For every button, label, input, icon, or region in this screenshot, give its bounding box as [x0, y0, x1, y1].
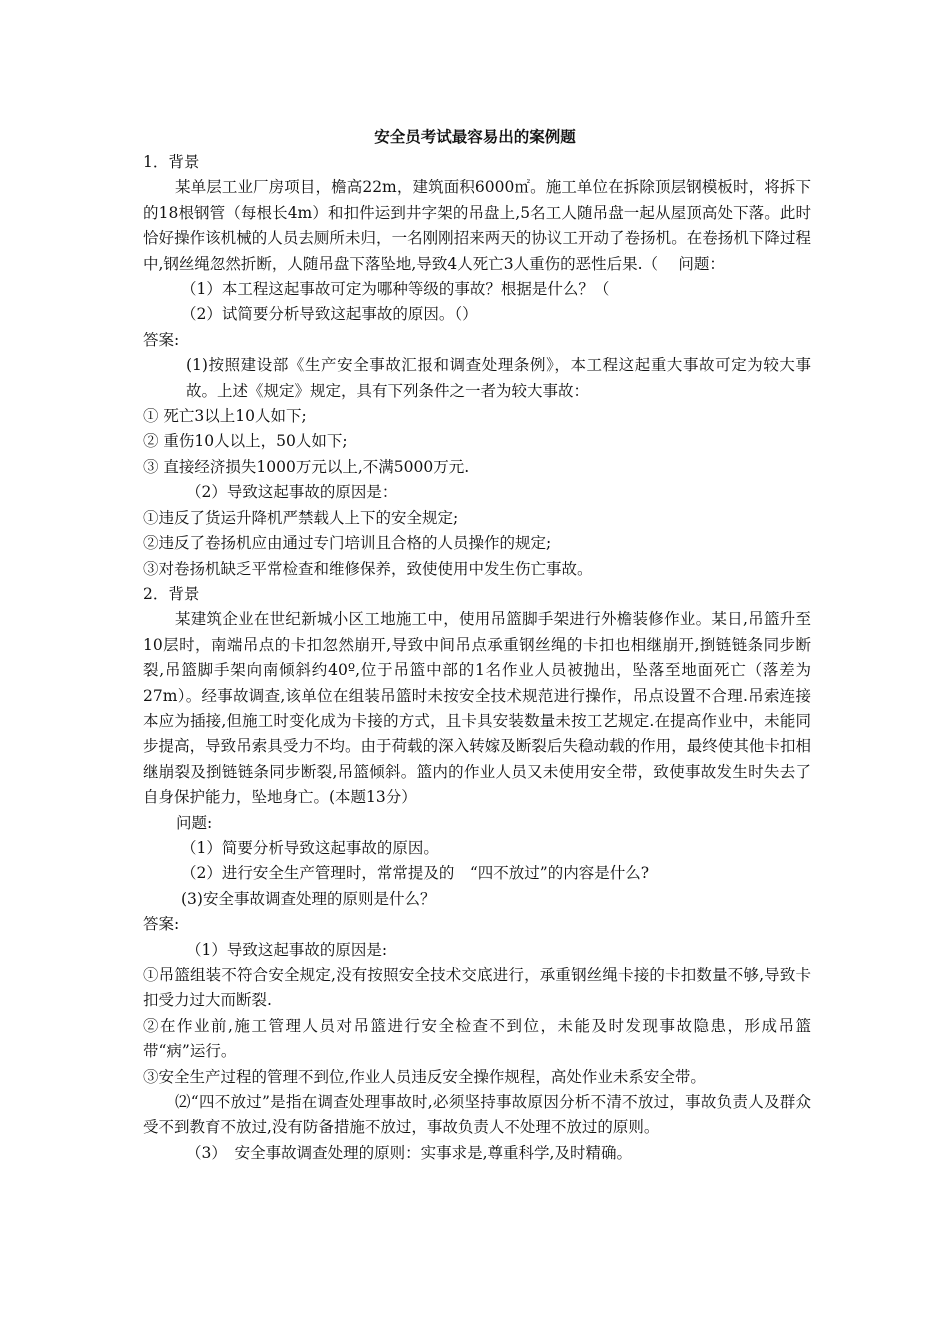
case2-answer1-item-3: ③安全生产过程的管理不到位,作业人员违反安全操作规程，高处作业未系安全带。 [143, 1067, 706, 1086]
document-body [143, 150, 811, 1166]
case2-background: 某建筑企业在世纪新城小区工地施工中，使用吊篮脚手架进行外檐装修作业。某日,吊篮升至10层时，南端吊点的卡扣忽然崩开,导致中间吊点承重钢丝绳的卡扣也相继崩开,捯链链条同步断裂,吊篮脚手架向南倾斜约40º,位于吊篮中部的1名作业人员被抛出，坠落至地面死亡（落差为27m）。经事故调查,该单位在组装吊篮时未按安全技术规范进行操作，吊点设置不合理.吊索连接本应为插接,但施工时变化成为卡接的方式，且卡具安装数量未按工艺规定.在提高作业中，未能同步提高，导致吊索具受力不均。由于荷载的深入转嫁及断裂后失稳动载的作用，最终使其他卡扣相继崩裂及捯链链条同步断裂,吊篮倾斜。篮内的作业人员又未使用安全带，致使事故发生时失去了自身保护能力，坠地身亡。(本题13分） [143, 610, 811, 807]
case2-answer-label: 答案: [143, 915, 180, 934]
case1-answer2-item-2: ②违反了卷扬机应由通过专门培训且合格的人员操作的规定; [143, 534, 552, 553]
case2-heading: 2．背景 [143, 584, 200, 603]
case2-question-2: （2）进行安全生产管理时，常常提及的 “四不放过”的内容是什么? [181, 864, 650, 883]
case2-question-3: (3)安全事故调查处理的原则是什么？ [181, 889, 436, 908]
case2-question-1: （1）简要分析导致这起事故的原因。 [181, 838, 439, 857]
case2-question-label: 问题: [176, 813, 213, 832]
case2-answer3: （3） 安全事故调查处理的原则：实事求是,尊重科学,及时精确。 [186, 1143, 632, 1162]
case1-answer-label: 答案: [143, 330, 180, 349]
document-title: 安全员考试最容易出的案例题 [374, 128, 576, 146]
case1-answer1-item-2: ② 重伤10人以上，50人如下; [143, 432, 348, 451]
case2-answer1-item-1: ①吊篮组装不符合安全规定,没有按照安全技术交底进行，承重钢丝绳卡接的卡扣数量不够,导致卡扣受力过大而断裂. [143, 966, 811, 1010]
case2-answer1-item-2: ②在作业前,施工管理人员对吊篮进行安全检查不到位，未能及时发现事故隐患，形成吊篮带“病”运行。 [143, 1016, 811, 1061]
case1-question-2: （2）试简要分析导致这起事故的原因。（） [181, 305, 478, 324]
case1-answer1-item-3: ③ 直接经济损失1000万元以上,不满5000万元. [143, 457, 470, 476]
case2-answer1-intro: （1）导致这起事故的原因是: [186, 940, 388, 959]
case1-question-1: （1）本工程这起事故可定为哪种等级的事故？根据是什么？（ [181, 280, 610, 299]
case1-answer2-item-3: ③对卷扬机缺乏平常检查和维修保养，致使使用中发生伤亡事故。 [143, 559, 593, 578]
case1-heading: 1．背景 [143, 153, 200, 171]
case2-answer2: ⑵“四不放过”是指在调查处理事故时,必须坚持事故原因分析不清不放过，事故负责人及群众受不到教育不放过,没有防备措施不放过，事故负责人不处理不放过的原则。 [143, 1093, 811, 1137]
case1-answer2-item-1: ①违反了货运升降机严禁载人上下的安全规定; [143, 508, 459, 527]
case1-answer1-intro: (1)按照建设部《生产安全事故汇报和调查处理条例》，本工程这起重大事故可定为较大事故。上述《规定》规定，具有下列条件之一者为较大事故： [186, 356, 811, 400]
case1-answer2-intro: （2）导致这起事故的原因是： [186, 483, 398, 502]
case1-answer1-item-1: ① 死亡3以上10人如下; [143, 407, 307, 426]
case1-background: 某单层工业厂房项目，檐高22m，建筑面积6000㎡。施工单位在拆除顶层钢模板时，将拆下的18根钢管（每根长4m）和扣件运到井字架的吊盘上,5名工人随吊盘一起从屋顶高处下落。此时恰好操作该机械的人员去厕所未归，一名刚刚招来两天的协议工开动了卷扬机。在卷扬机下降过程中,钢丝绳忽然折断，人随吊盘下落坠地,导致4人死亡3人重伤的恶性后果.（ 问题： [143, 178, 811, 273]
